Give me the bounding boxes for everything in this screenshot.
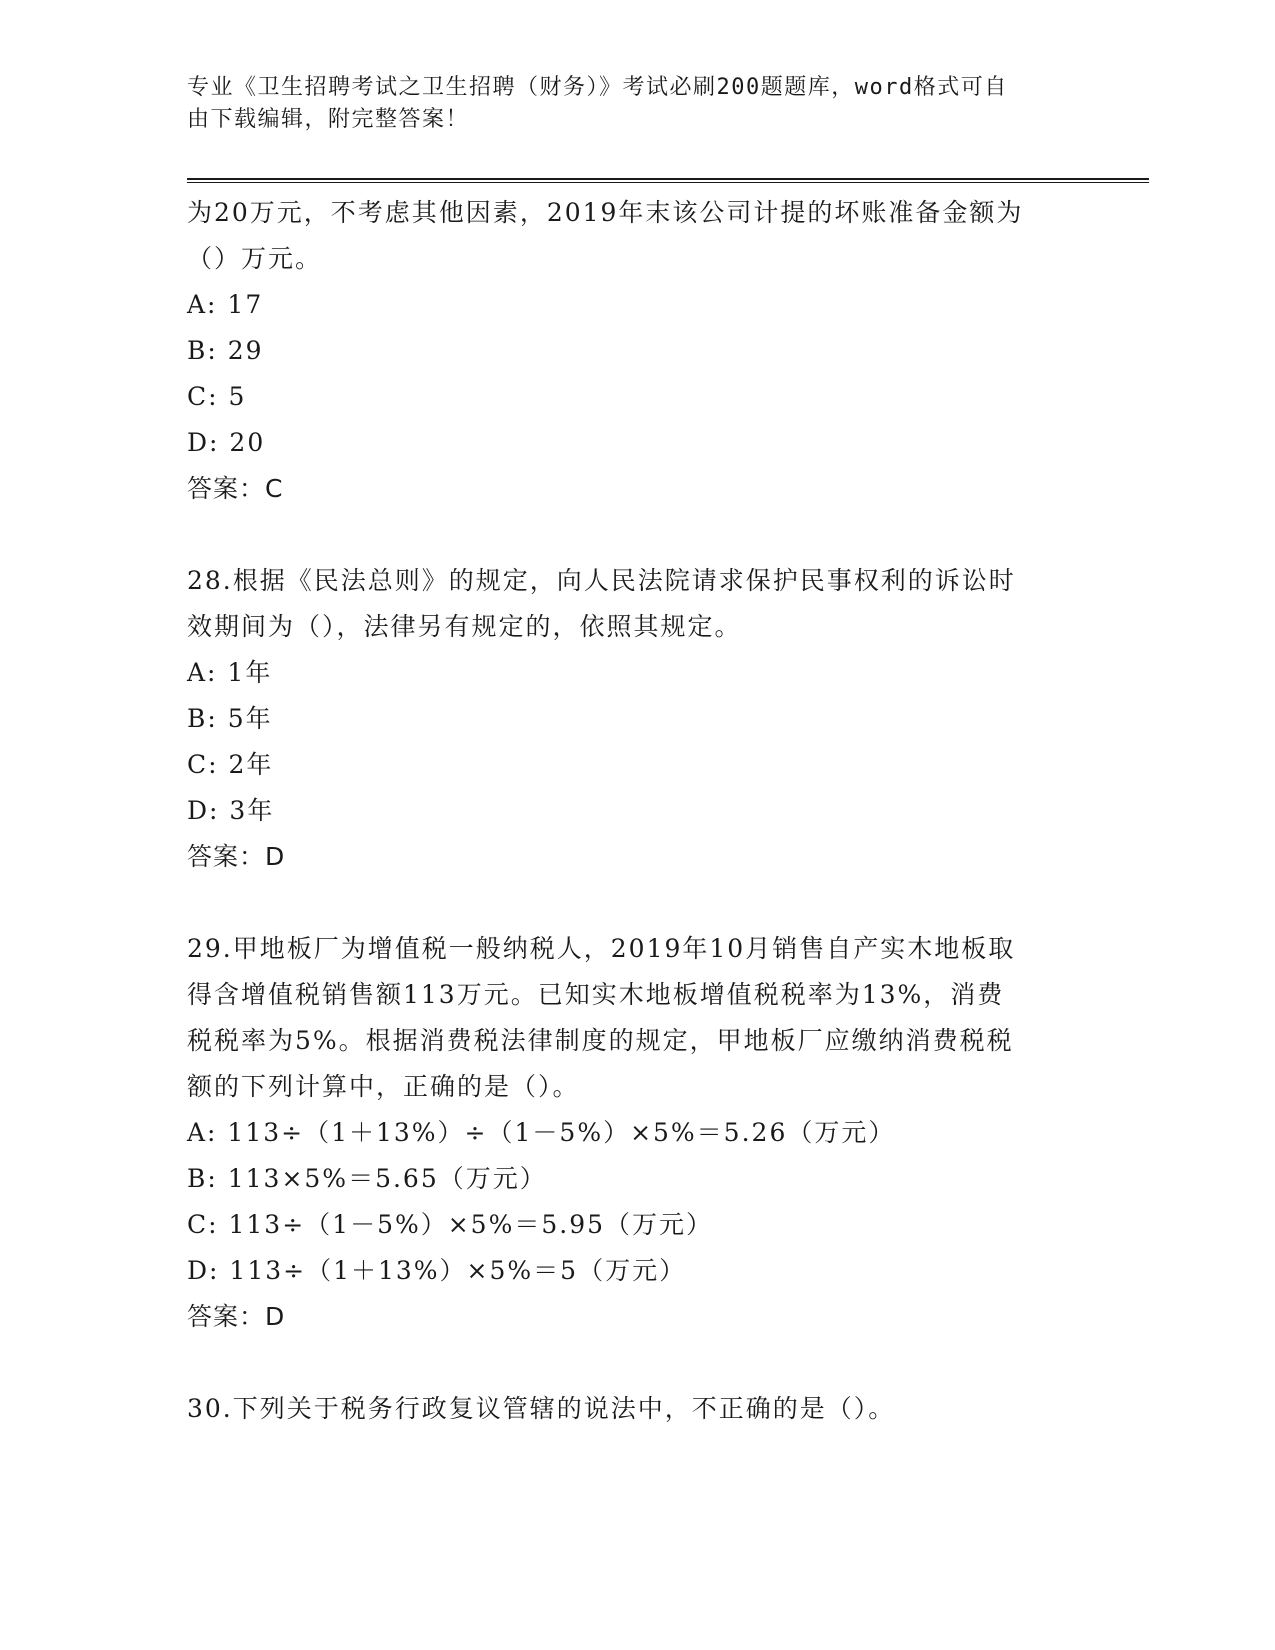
- question-29: [187, 926, 1087, 1340]
- question-stem-line: （）万元。: [187, 244, 323, 273]
- question-30: [187, 1386, 1087, 1432]
- question-content: [187, 190, 1087, 1432]
- question-stem-line: 30.下列关于税务行政复议管辖的说法中，不正确的是（）。: [187, 1394, 896, 1423]
- option-d: D: 113÷（1＋13%）×5%＝5（万元）: [187, 1256, 687, 1285]
- answer-line: 答案：D: [187, 1302, 286, 1331]
- question-28: [187, 558, 1087, 880]
- option-c: C: 2年: [187, 750, 274, 779]
- header-rule-thick: [187, 178, 1149, 180]
- option-a: A: 17: [187, 290, 264, 319]
- question-stem-line: 税税率为5%。根据消费税法律制度的规定，甲地板厂应缴纳消费税税: [187, 1026, 1014, 1055]
- document-header: [187, 72, 1067, 136]
- question-stem-line: 为20万元，不考虑其他因素，2019年末该公司计提的坏账准备金额为: [187, 198, 1024, 227]
- answer-line: 答案：C: [187, 474, 284, 503]
- option-c: C: 113÷（1－5%）×5%＝5.95（万元）: [187, 1210, 714, 1239]
- header-rule-thin: [187, 182, 1149, 183]
- option-a: A: 1年: [187, 658, 273, 687]
- option-c: C: 5: [187, 382, 247, 411]
- question-27: [187, 190, 1087, 512]
- option-d: D: 20: [187, 428, 266, 457]
- option-d: D: 3年: [187, 796, 275, 825]
- option-b: B: 113×5%＝5.65（万元）: [187, 1164, 547, 1193]
- question-stem-line: 28.根据《民法总则》的规定，向人民法院请求保护民事权利的诉讼时: [187, 566, 1016, 595]
- header-line-2: 由下载编辑，附完整答案！: [187, 107, 470, 132]
- question-stem-line: 得含增值税销售额113万元。已知实木地板增值税税率为13%，消费: [187, 980, 1005, 1009]
- option-b: B: 29: [187, 336, 264, 365]
- header-line-1: 专业《卫生招聘考试之卫生招聘（财务）》考试必刷200题题库，word格式可自: [187, 75, 1008, 100]
- option-b: B: 5年: [187, 704, 273, 733]
- question-stem-line: 效期间为（），法律另有规定的，依照其规定。: [187, 612, 742, 641]
- question-stem-line: 额的下列计算中，正确的是（）。: [187, 1072, 580, 1101]
- answer-line: 答案：D: [187, 842, 286, 871]
- question-stem-line: 29.甲地板厂为增值税一般纳税人，2019年10月销售自产实木地板取: [187, 934, 1016, 963]
- option-a: A: 113÷（1＋13%）÷（1－5%）×5%＝5.26（万元）: [187, 1118, 896, 1147]
